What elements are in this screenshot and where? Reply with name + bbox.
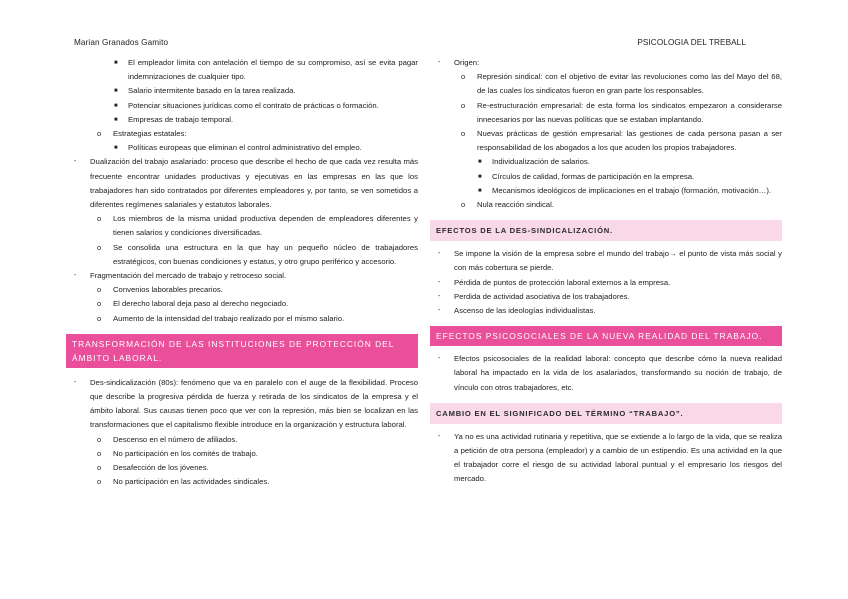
circle-bullet-icon: o [461,129,466,139]
list-item: - Ascenso de las ideologías individualistas. [430,304,782,318]
list-item: o Se consolida una estructura en la que hay un pequeño núcleo de trabajadores estratégicos, con buenas condiciones y estatus, y otro grupo periférico y accesorio. [97,242,418,266]
list-item: o Nula reacción sindical. [430,198,782,212]
author-name: Marian Granados Gamito [74,38,169,47]
right-column [430,56,782,487]
list-item: o El derecho laboral deja paso al derecho negociado. [66,297,418,311]
circle-bullet-icon: o [97,434,102,444]
list-item: - Dualización del trabajo asalariado: proceso que describe el hecho de que cada vez resulta más frecuente encontrar unidades productivas y ejecutivas en las empresas en las que los trabajadores han sido contratados por diferentes empleadores y, por tanto, se ven sometidos a diferentes regímenes salariales y estatutos laborales. [74,157,418,210]
circle-bullet-icon: o [461,72,466,82]
square-bullet-icon: ■ [114,116,118,123]
list-item: ■ Individualización de salarios. [430,155,782,169]
list-item: - Des-sindicalización (80s): fenómeno que va en paralelo con el auge de la flexibilidad. Proceso que describe la progresiva pérdida de fuerza y retirada de los sindicatos de la empresa y el ámbito laboral. Sus causas tienen poco que ver con la represión, más bien se localizan en las transformaciones que el capitalismo flexible introduce en la organización y estructura laboral. [74,377,418,430]
dash-bullet-icon: - [74,272,77,280]
list-item: o Nuevas prácticas de gestión empresarial: las gestiones de cada persona pasan a ser responsabilidad de los abogados a los que acuden los propios trabajadores. [461,129,782,153]
square-bullet-icon: ■ [114,88,118,95]
list-item: o Desafección de los jóvenes. [66,461,418,475]
list-item: ■ Empresas de trabajo temporal. [66,113,418,127]
dash-bullet-icon: - [74,158,77,166]
list-item: ■ Mecanismos ideológicos de implicaciones en el trabajo (formación, motivación…). [430,184,782,198]
square-bullet-icon: ■ [114,145,118,152]
course-title: PSICOLOGIA DEL TREBALL [637,38,746,47]
square-bullet-icon: ■ [478,173,482,180]
dash-bullet-icon: - [438,250,441,258]
left-column [66,56,418,489]
section-heading-psicosociales: EFECTOS PSICOSOCIALES DE LA NUEVA REALIDAD DEL TRABAJO. [430,326,782,346]
circle-bullet-icon: o [97,448,102,458]
list-item: o Aumento de la intensidad del trabajo realizado por el mismo salario. [66,312,418,326]
square-bullet-icon: ■ [114,60,118,66]
dash-bullet-icon: - [438,278,441,286]
list-item: ■ Potenciar situaciones jurídicas como el contrato de prácticas o formación. [66,99,418,113]
circle-bullet-icon: o [97,214,102,224]
list-item: o No participación en las actividades sindicales. [66,475,418,489]
circle-bullet-icon: o [97,299,102,309]
list-item: - Ya no es una actividad rutinaria y repetitiva, que se extiende a lo largo de la vida, que se realiza a petición de otra persona (empleador) y a cambio de un estipendio. Es una actividad en la que el trabajador corre el riesgo de su actividad laboral puntual y el empresario los riesgos del mercado. [438,431,782,484]
list-item: ■ El empleador limita con antelación el tiempo de su compromiso, así se evita pagar indemnizaciones de cualquier tipo. [114,58,418,82]
list-item: o Represión sindical: con el objetivo de evitar las revoluciones como las del Mayo del 68, de las cuales los sindicatos fueron en gran parte los responsables. [461,72,782,96]
dash-bullet-icon: - [438,355,441,363]
list-item: - Se impone la visión de la empresa sobre el mundo del trabajo→ el punto de vista más social y con más cobertura se pierde. [438,249,782,273]
circle-bullet-icon: o [97,477,102,487]
list-item: - Perdida de actividad asociativa de los trabajadores. [430,290,782,304]
circle-bullet-icon: o [97,242,102,252]
dash-bullet-icon: - [74,378,77,386]
list-item: - Origen: [430,56,782,70]
square-bullet-icon: ■ [478,187,482,194]
square-bullet-icon: ■ [114,102,118,109]
circle-bullet-icon: o [461,200,466,210]
list-item: ■ Políticas europeas que eliminan el control administrativo del empleo. [66,141,418,155]
list-item: o Convenios laborables precarios. [66,283,418,297]
list-item: - Fragmentación del mercado de trabajo y retroceso social. [66,269,418,283]
section-heading-cambio: CAMBIO EN EL SIGNIFICADO DEL TÉRMINO “TRABAJO”. [430,403,782,424]
list-item: o Descenso en el número de afiliados. [66,433,418,447]
section-heading-transformacion: TRANSFORMACIÓN DE LAS INSTITUCIONES DE PROTECCIÓN DEL ÁMBITO LABORAL. [66,334,418,368]
circle-bullet-icon: o [97,313,102,323]
dash-bullet-icon: - [438,307,441,315]
circle-bullet-icon: o [97,285,102,295]
circle-bullet-icon: o [461,100,466,110]
dash-bullet-icon: - [438,432,441,440]
circle-bullet-icon: o [97,129,102,139]
list-item: ■ Salario intermitente basado en la tarea realizada. [66,84,418,98]
dash-bullet-icon: - [438,59,441,66]
list-item: o Los miembros de la misma unidad productiva dependen de empleadores diferentes y tienen salarios y condiciones diversificadas. [97,214,418,238]
section-heading-efectos: EFECTOS DE LA DES-SINDICALIZACIÓN. [430,220,782,241]
circle-bullet-icon: o [97,463,102,473]
square-bullet-icon: ■ [478,159,482,166]
dash-bullet-icon: - [438,292,441,300]
list-item: o Estrategias estatales: [66,127,418,141]
list-item: - Efectos psicosociales de la realidad laboral: concepto que describe cómo la nueva realidad laboral ha impactado en la vida de los asalariados, transformando su noción de trabajo, de vínculo con otros trabajadores, etc. [438,354,782,392]
list-item: ■ Círculos de calidad, formas de participación en la empresa. [430,170,782,184]
list-item: o Re-estructuración empresarial: de esta forma los sindicatos empezaron a considerarse innecesarios por las nuevas políticas que se estaban implantando. [461,100,782,124]
list-item: o No participación en los comités de trabajo. [66,447,418,461]
list-item: - Pérdida de puntos de protección laboral externos a la empresa. [430,276,782,290]
